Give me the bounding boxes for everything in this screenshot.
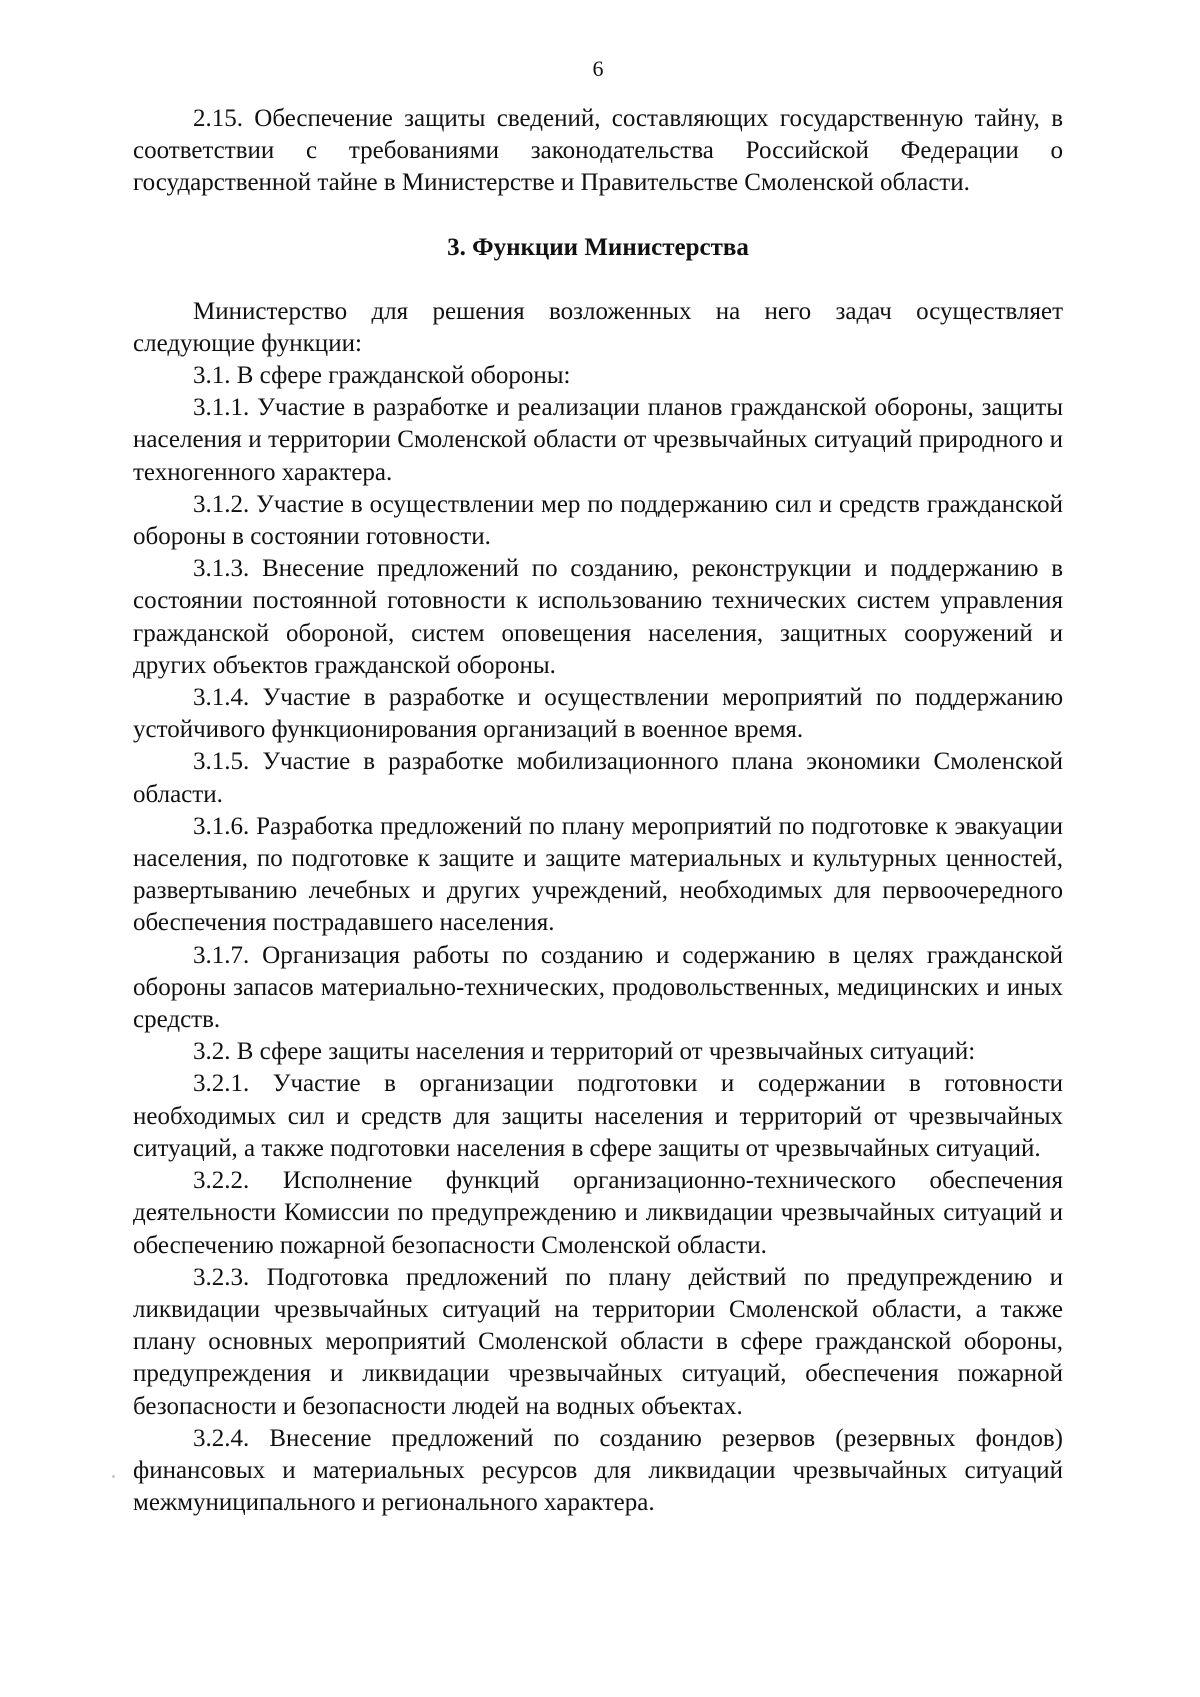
paragraph-3-2-3: 3.2.3. Подготовка предложений по плану действий по предупреждению и ликвидации чрезвычайных ситуаций на территории Смоленской области, а также плану основных мероприятий Смоленской области в сфере гражданской обороны, предупреждения и ликвидации чрезвычайных ситуаций, обеспечения пожарной безопасности и безопасности людей на водных объектах.	[133, 1263, 1063, 1420]
paragraph-3-1-2: 3.1.2. Участие в осуществлении мер по поддержанию сил и средств гражданской обороны в состоянии готовности.	[133, 490, 1063, 551]
paragraph-2-15: 2.15. Обеспечение защиты сведений, составляющих государственную тайну, в соответствии с требованиями законодательства Российской Федерации о государственной тайне в Министерстве и Правительстве Смоленской области.	[133, 105, 1063, 197]
section-heading: 3. Функции Министерства	[447, 233, 749, 261]
paragraph-3-2-1: 3.2.1. Участие в организации подготовки и содержании в готовности необходимых сил и средств для защиты населения и территорий от чрезвычайных ситуаций, а также подготовки населения в сфере защиты от чрезвычайных ситуаций.	[133, 1070, 1063, 1162]
scan-speck	[112, 1475, 115, 1478]
paragraph-3-2-2: 3.2.2. Исполнение функций организационно-технического обеспечения деятельности Комиссии по предупреждению и ликвидации чрезвычайных ситуаций и обеспечению пожарной безопасности Смоленской области.	[133, 1167, 1063, 1259]
paragraph-3-2-4: 3.2.4. Внесение предложений по созданию резервов (резервных фондов) финансовых и материальных ресурсов для ликвидации чрезвычайных ситуаций межмуниципального и регионального характера.	[133, 1424, 1063, 1517]
paragraph-intro: Министерство для решения возложенных на него задач осуществляет следующие функции:	[133, 297, 1063, 357]
paragraph-3-1-3: 3.1.3. Внесение предложений по созданию, реконструкции и поддержанию в состоянии постоянной готовности к использованию технических систем управления гражданской обороной, систем оповещения населения, защитных сооружений и других объектов гражданской обороны.	[133, 555, 1063, 679]
paragraph-3-1-4: 3.1.4. Участие в разработке и осуществлении мероприятий по поддержанию устойчивого функционирования организаций в военное время.	[133, 684, 1063, 744]
document-page	[133, 55, 1063, 1519]
paragraph-3-1-1: 3.1.1. Участие в разработке и реализации планов гражданской обороны, защиты населения и территории Смоленской области от чрезвычайных ситуаций природного и техногенного характера.	[133, 394, 1063, 486]
paragraph-3-1-5: 3.1.5. Участие в разработке мобилизационного плана экономики Смоленской области.	[133, 748, 1063, 808]
paragraph-3-1-7: 3.1.7. Организация работы по созданию и содержанию в целях гражданской обороны запасов материально-технических, продовольственных, медицинских и иных средств.	[133, 941, 1063, 1034]
paragraph-3-1: 3.1. В сфере гражданской обороны:	[193, 362, 571, 390]
page-number: 6	[592, 56, 604, 81]
paragraph-3-1-6: 3.1.6. Разработка предложений по плану мероприятий по подготовке к эвакуации населения, по подготовке к защите и защите материальных и культурных ценностей, развертыванию лечебных и других учреждений, необходимых для первоочередного обеспечения пострадавшего населения.	[133, 812, 1063, 937]
paragraph-3-2: 3.2. В сфере защиты населения и территорий от чрезвычайных ситуаций:	[193, 1038, 976, 1066]
